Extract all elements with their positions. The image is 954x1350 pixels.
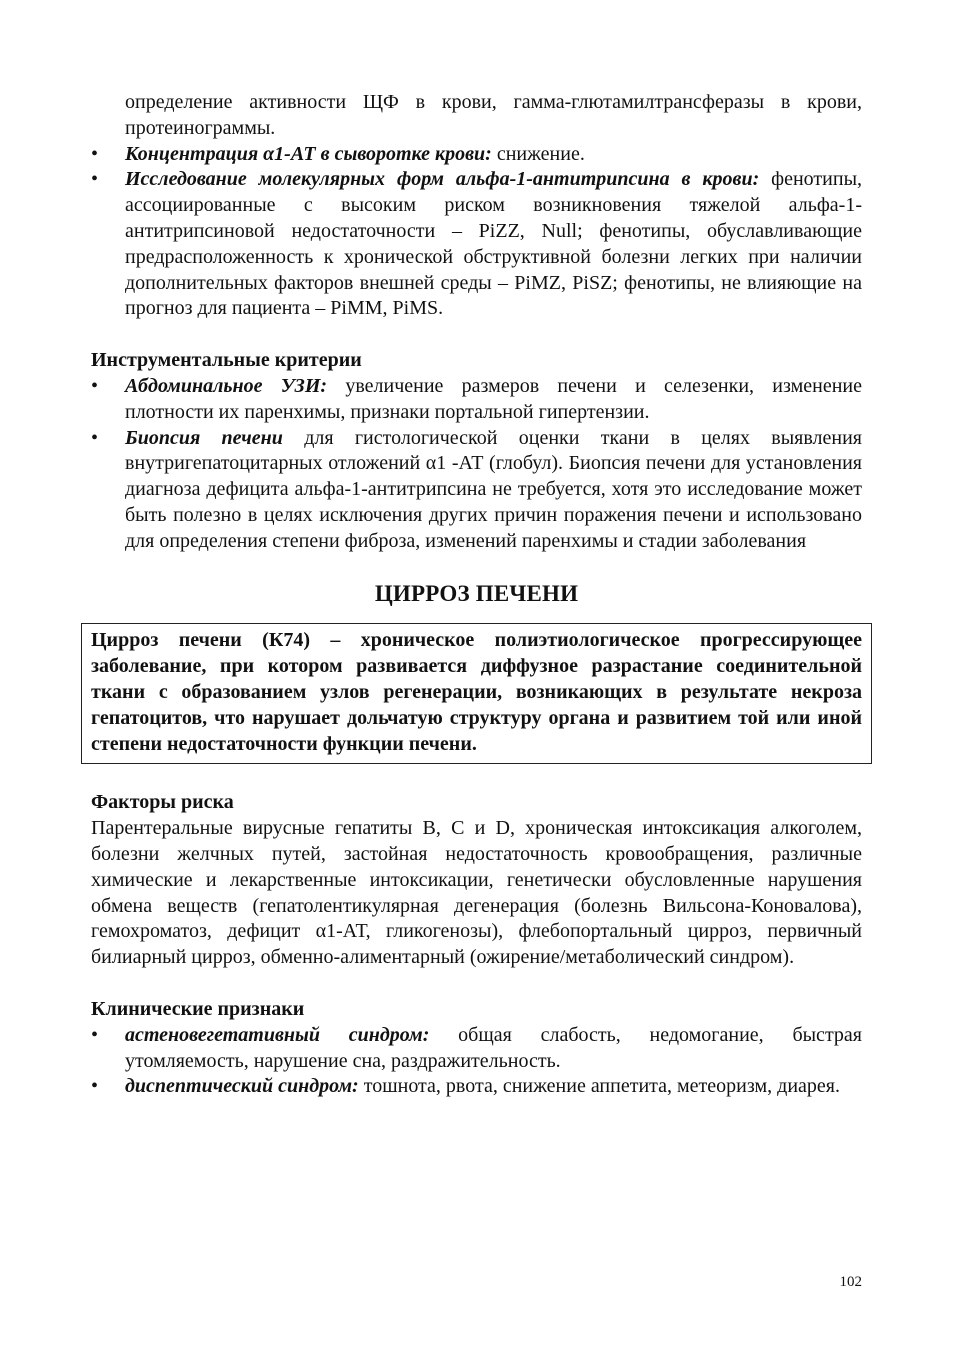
list-item [91,426,862,555]
clinical-heading: Клинические признаки [91,997,305,1020]
bullet-icon: • [91,374,99,397]
bullet-icon: • [91,1023,99,1046]
bullet-icon: • [91,1075,99,1098]
definition-box: Цирроз печени (К74) – хроническое полиэтиологическое прогрессирующее заболевание, при котором развивается диффузное разрастание соединительной ткани с образованием узлов регенерации, возникающих в результате некроза гепатоцитов, что нарушает дольчатую структуру органа и развитием той или иной степени недостаточности функции печени. [81,623,872,764]
item-term: Исследование молекулярных форм альфа-1-антитрипсина в крови: [125,168,760,191]
bullet-icon: • [91,168,99,191]
section-title: ЦИРРОЗ ПЕЧЕНИ [374,580,579,606]
list-item [91,1074,862,1100]
risk-heading: Факторы риска [91,791,234,814]
lab-criteria-list [91,142,862,323]
item-term: Концентрация α1-АТ в сыворотке крови: [125,142,492,165]
clinical-list [91,1023,862,1100]
item-term: Биопсия печени [125,426,283,449]
item-text: тошнота, рвота, снижение аппетита, метеоризм, диарея. [358,1075,840,1098]
item-text: общая слабость, недомогание, быстрая утомляемость, нарушение сна, раздражительность. [125,1023,862,1072]
item-text: увеличение размеров печени и селезенки, изменение плотности их паренхимы, признаки портальной гипертензии. [125,374,862,423]
instrumental-heading: Инструментальные критерии [91,349,362,372]
item-text: для гистологической оценки ткани в целях выявления внутригепатоцитарных отложений α1 -АТ (глобул). Биопсия печени для установления диагноза дефицита альфа-1-антитрипсина не требуется, хотя это исследование может быть полезно в целях исключения других причин поражения печени и использовано для определения степени фиброза, изменений паренхимы и стадии заболевания [125,426,862,552]
list-item [91,167,862,322]
list-item [91,374,862,426]
item-term: Абдоминальное УЗИ: [125,374,328,397]
item-term: астеновегетативный синдром: [125,1023,430,1046]
item-term: диспептический синдром: [125,1075,359,1098]
page-content [91,90,862,1100]
page-number: 102 [839,1274,862,1290]
item-text: фенотипы, ассоциированные с высоким риском возникновения тяжелой альфа-1-антитрипсиновой недостаточности – PiZZ, Null; фенотипы, обуславливающие предрасположенность к хронической обструктивной болезни легких при наличии дополнительных факторов внешней среды – PiMZ, PiSZ; фенотипы, не влияющие на прогноз для пациента – PiMM, PiMS. [125,168,863,320]
risk-text: Парентеральные вирусные гепатиты B, C и D, хроническая интоксикация алкоголем, болезни желчных путей, застойная недостаточность кровообращения, различные химические и лекарственные интоксикации, генетически обусловленные нарушения обмена веществ (гепатолентикулярная дегенерация (болезнь Вильсона-Коновалова), гемохроматоз, дефицит α1-АТ, гликогенозы), флебопортальный цирроз, первичный билиарный цирроз, обменно-алиментарный (ожирение/метаболический синдром). [91,817,862,969]
bullet-icon: • [91,142,99,165]
bullet-icon: • [91,426,99,449]
item-text: снижение. [491,142,585,165]
list-item [91,1023,862,1075]
lab-continuation-text: определение активности ЩФ в крови, гамма-глютамилтрансферазы в крови, протеинограммы. [125,91,862,139]
list-item [91,142,862,168]
instrumental-list [91,374,862,555]
